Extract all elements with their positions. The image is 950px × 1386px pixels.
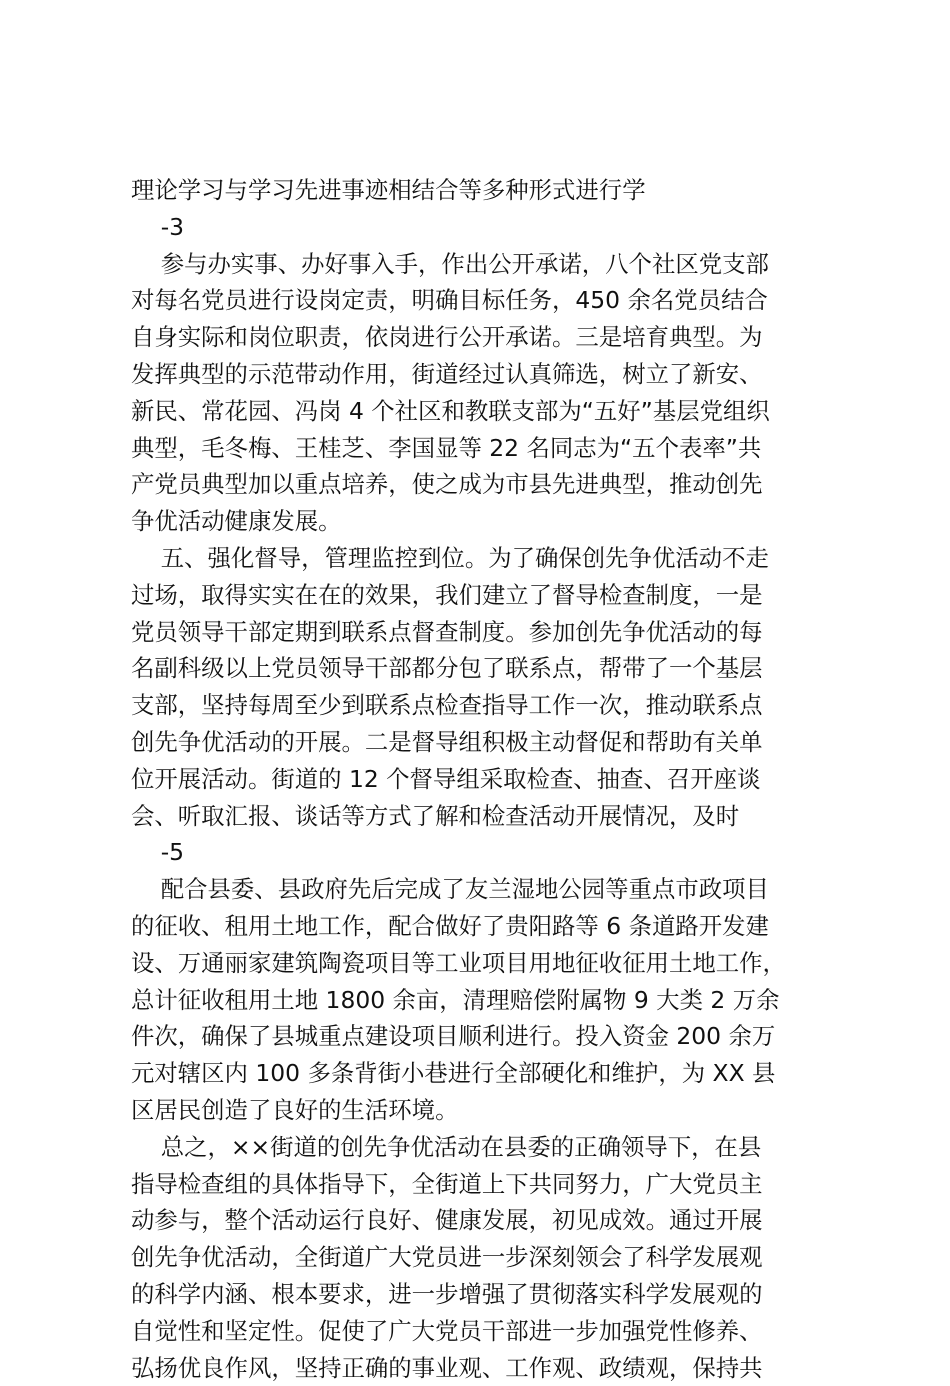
text-line: 发挥典型的示范带动作用，街道经过认真筛选，树立了新安、 — [131, 356, 851, 393]
text-line: 新民、常花园、冯岗 4 个社区和教联支部为“五好”基层党组织 — [131, 393, 851, 430]
text-line: 对每名党员进行设岗定责，明确目标任务，450 余名党员结合 — [131, 282, 851, 319]
text-line: 动参与，整个活动运行良好、健康发展，初见成效。通过开展 — [131, 1202, 851, 1239]
text-line: 设、万通丽家建筑陶瓷项目等工业项目用地征收征用土地工作， — [131, 945, 851, 982]
text-line: 创先争优活动，全街道广大党员进一步深刻领会了科学发展观 — [131, 1239, 851, 1276]
text-line: 弘扬优良作风，坚持正确的事业观、工作观、政绩观，保持共 — [131, 1350, 851, 1386]
page-marker: -5 — [131, 834, 851, 871]
text-line: 总之，××街道的创先争优活动在县委的正确领导下，在县 — [131, 1129, 851, 1166]
text-line: 的科学内涵、根本要求，进一步增强了贯彻落实科学发展观的 — [131, 1276, 851, 1313]
text-line: 配合县委、县政府先后完成了友兰湿地公园等重点市政项目 — [131, 871, 851, 908]
text-line: 产党员典型加以重点培养，使之成为市县先进典型，推动创先 — [131, 466, 851, 503]
text-line: 理论学习与学习先进事迹相结合等多种形式进行学 — [131, 172, 851, 209]
text-line: 区居民创造了良好的生活环境。 — [131, 1092, 851, 1129]
text-line: 件次，确保了县城重点建设项目顺利进行。投入资金 200 余万 — [131, 1018, 851, 1055]
text-line: 参与办实事、办好事入手，作出公开承诺，八个社区党支部 — [131, 246, 851, 283]
text-line: 元对辖区内 100 多条背街小巷进行全部硬化和维护，为 XX 县 — [131, 1055, 851, 1092]
text-line: 位开展活动。街道的 12 个督导组采取检查、抽查、召开座谈 — [131, 761, 851, 798]
text-line: 创先争优活动的开展。二是督导组积极主动督促和帮助有关单 — [131, 724, 851, 761]
text-line: 典型，毛冬梅、王桂芝、李国显等 22 名同志为“五个表率”共 — [131, 430, 851, 467]
text-line: 争优活动健康发展。 — [131, 503, 851, 540]
text-line: 五、强化督导，管理监控到位。为了确保创先争优活动不走 — [131, 540, 851, 577]
text-line: 支部，坚持每周至少到联系点检查指导工作一次，推动联系点 — [131, 687, 851, 724]
text-line: 过场，取得实实在在的效果，我们建立了督导检查制度，一是 — [131, 577, 851, 614]
page-marker: -3 — [131, 209, 851, 246]
text-line: 名副科级以上党员领导干部都分包了联系点，帮带了一个基层 — [131, 650, 851, 687]
text-line: 的征收、租用土地工作，配合做好了贵阳路等 6 条道路开发建 — [131, 908, 851, 945]
text-line: 会、听取汇报、谈话等方式了解和检查活动开展情况，及时 — [131, 798, 851, 835]
body-text — [131, 172, 851, 1386]
text-line: 自身实际和岗位职责，依岗进行公开承诺。三是培育典型。为 — [131, 319, 851, 356]
text-line: 自觉性和坚定性。促使了广大党员干部进一步加强党性修养、 — [131, 1313, 851, 1350]
text-line: 指导检查组的具体指导下，全街道上下共同努力，广大党员主 — [131, 1166, 851, 1203]
text-line: 党员领导干部定期到联系点督查制度。参加创先争优活动的每 — [131, 614, 851, 651]
text-line: 总计征收租用土地 1800 余亩，清理赔偿附属物 9 大类 2 万余 — [131, 982, 851, 1019]
